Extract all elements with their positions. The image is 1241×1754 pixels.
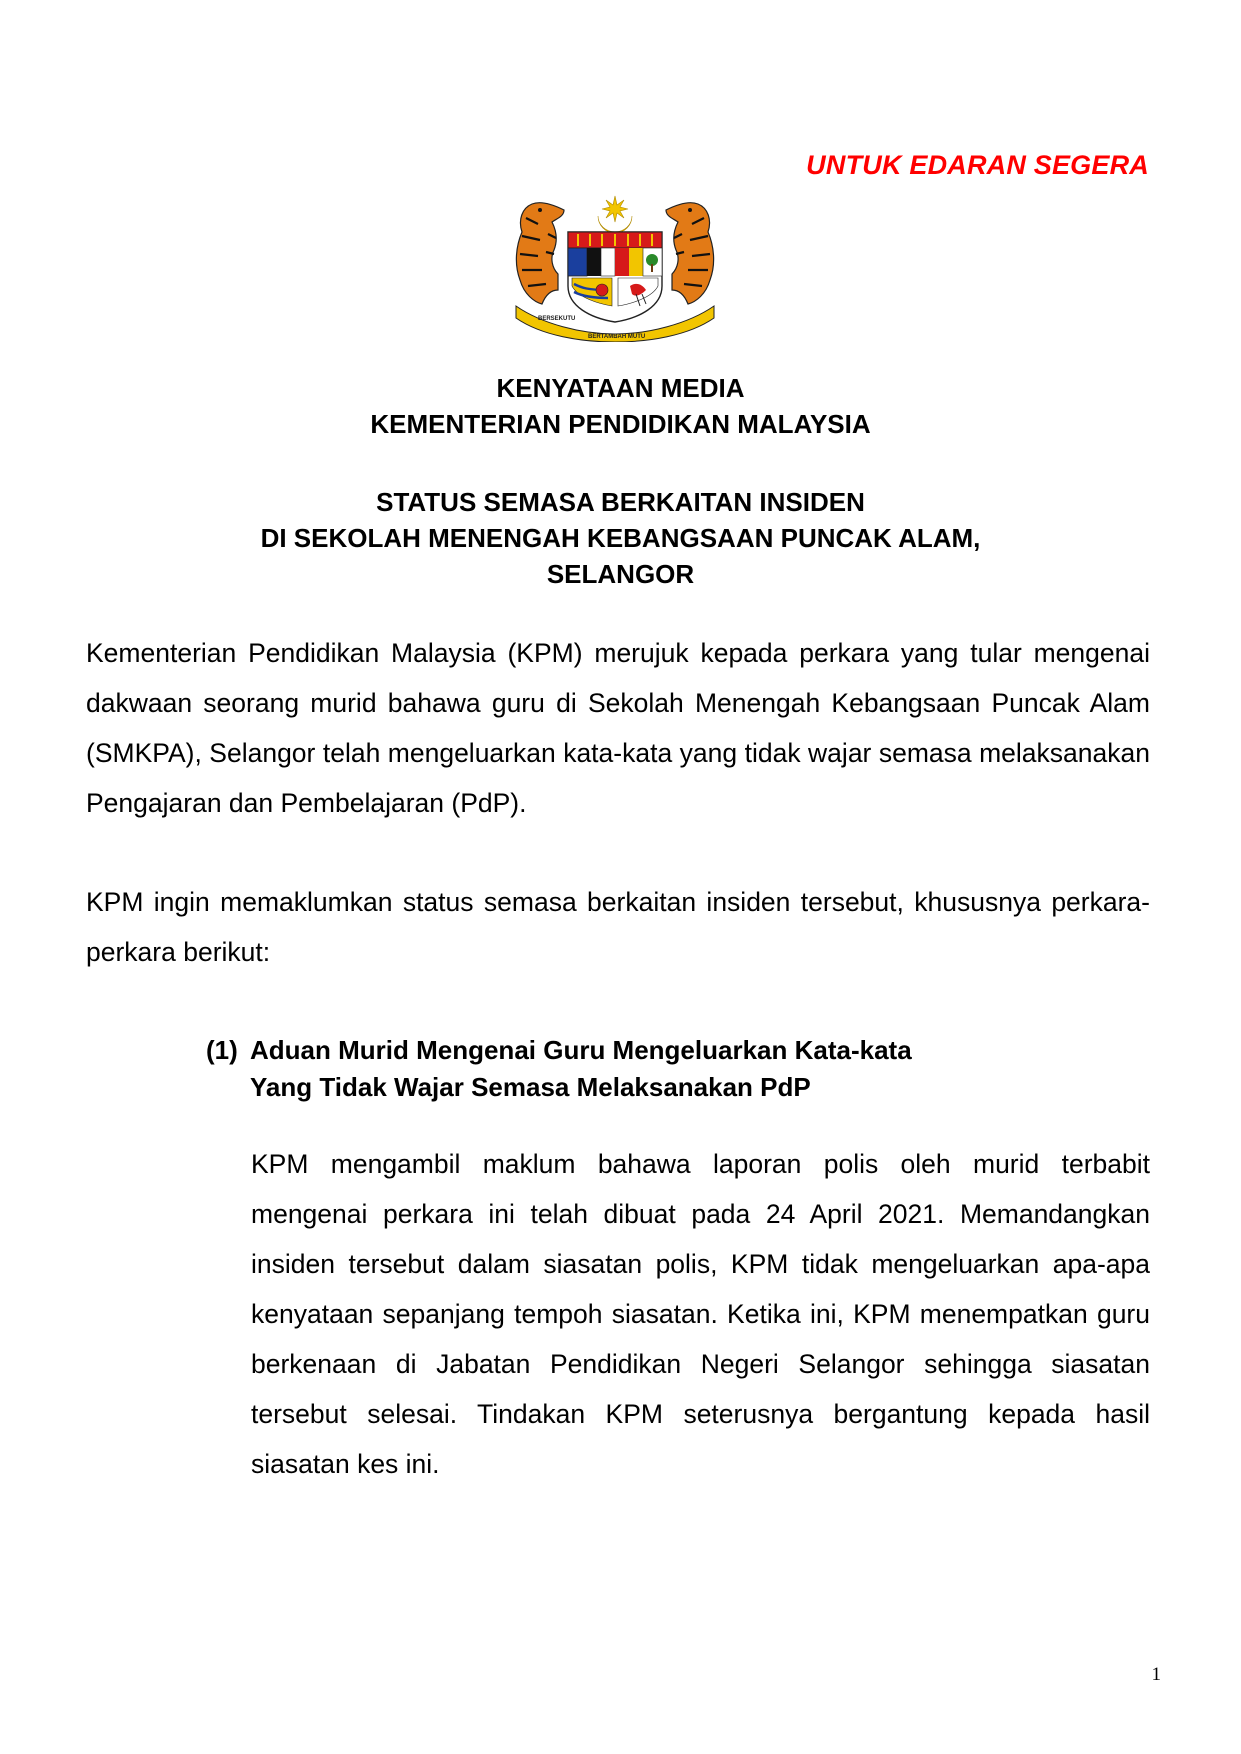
paragraph-1: Kementerian Pendidikan Malaysia (KPM) merujuk kepada perkara yang tular mengenai dakwaan seorang murid bahawa guru di Sekolah Menengah Kebangsaan Puncak Alam (SMKPA), Selangor telah mengeluarkan kata-kata yang tidak wajar semasa melaksanakan Pengajaran dan Pembelajaran (PdP).: [86, 638, 1150, 818]
malaysia-coat-of-arms-icon: [512, 194, 718, 342]
crest-shield: [568, 232, 662, 322]
motto-left-text: BERSEKUTU: [538, 316, 576, 322]
page-number: 1: [1151, 1664, 1161, 1685]
title-line-2: DI SEKOLAH MENENGAH KEBANGSAAN PUNCAK ALAM,: [260, 523, 981, 553]
motto-right-text: BERTAMBAH MUTU: [588, 334, 646, 340]
section-1-title: [206, 1032, 912, 1106]
title-line-3: SELANGOR: [546, 559, 695, 589]
title-line-1: STATUS SEMASA BERKAITAN INSIDEN: [376, 487, 865, 517]
section-1-number: (1): [206, 1035, 238, 1065]
heading-line-2: KEMENTERIAN PENDIDIKAN MALAYSIA: [370, 409, 871, 439]
star-crescent: [598, 196, 632, 233]
section-1-title-line-2: Yang Tidak Wajar Semasa Melaksanakan PdP: [250, 1072, 811, 1102]
media-statement-heading: [0, 370, 1241, 442]
release-tag: UNTUK EDARAN SEGERA: [806, 150, 1149, 180]
section-1-body: KPM mengambil maklum bahawa laporan polis oleh murid terbabit mengenai perkara ini telah dibuat pada 24 April 2021. Memandangkan insiden tersebut dalam siasatan polis, KPM tidak mengeluarkan apa-apa kenyataan sepanjang tempoh siasatan. Ketika ini, KPM menempatkan guru berkenaan di Jabatan Pendidikan Negeri Selangor sehingga siasatan tersebut selesai. Tindakan KPM seterusnya bergantung kepada hasil siasatan kes ini.: [251, 1149, 1150, 1479]
heading-line-1: KENYATAAN MEDIA: [496, 373, 745, 403]
document-title: [0, 484, 1241, 592]
paragraph-2: KPM ingin memaklumkan status semasa berkaitan insiden tersebut, khususnya perkara-perkara berikut:: [86, 887, 1150, 967]
section-1-title-line-1: Aduan Murid Mengenai Guru Mengeluarkan Kata-kata: [250, 1035, 912, 1065]
right-tiger: [666, 203, 714, 304]
left-tiger: [516, 203, 564, 304]
